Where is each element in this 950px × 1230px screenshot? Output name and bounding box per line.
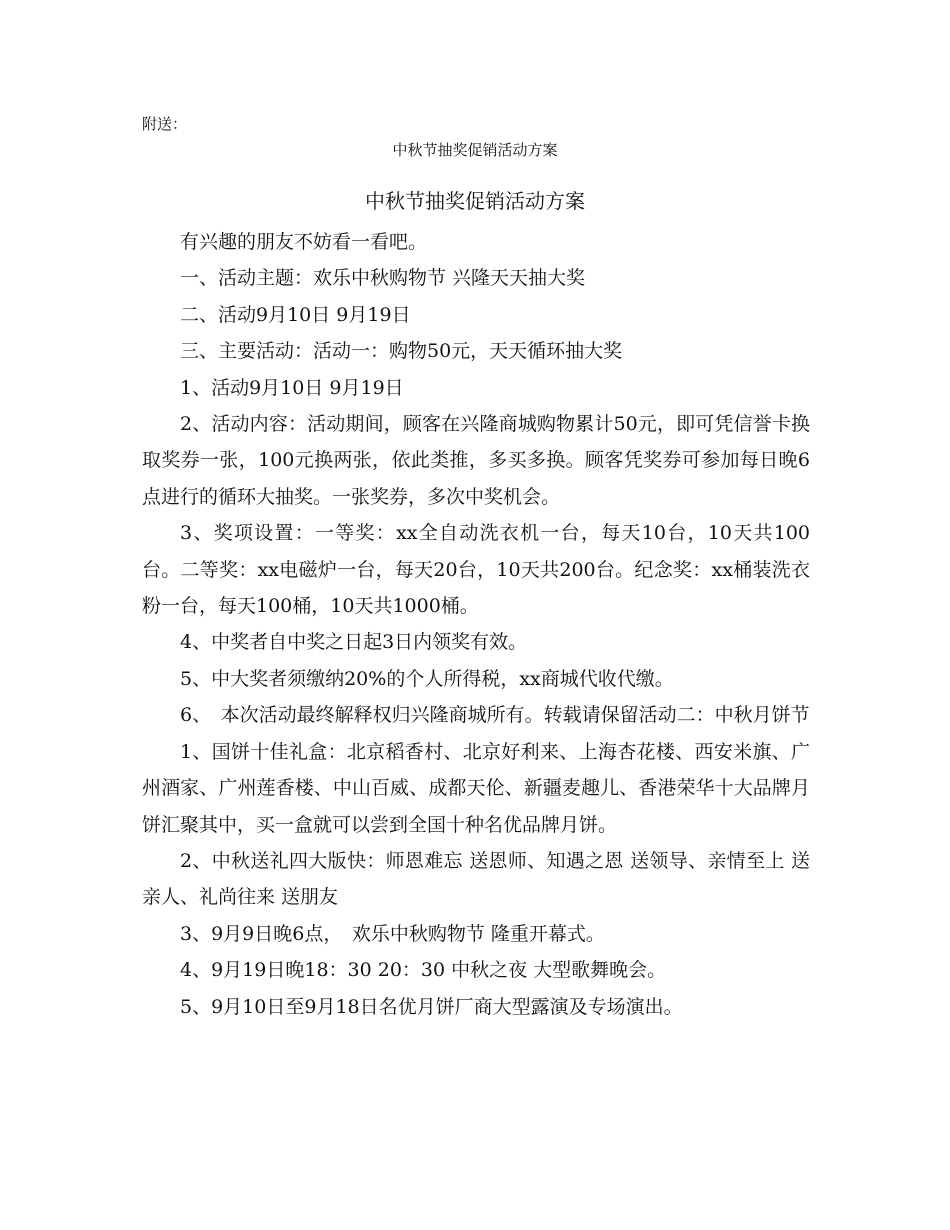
paragraph: 6、 本次活动最终解释权归兴隆商城所有。转载请保留活动二：中秋月饼节	[180, 704, 810, 727]
paragraph: 1、国饼十佳礼盒：北京稻香村、北京好利来、上海杏花楼、西安米旗、广州酒家、广州莲香楼、中山百威、成都天伦、新疆麦趣儿、香港荣华十大品牌月饼汇聚其中，买一盒就可以尝到全国十种名优品牌月饼。	[142, 740, 810, 836]
paragraph: 4、9月19日晚18：30 20：30 中秋之夜 大型歌舞晚会。	[180, 959, 667, 982]
paragraph: 3、9月9日晚6点， 欢乐中秋购物节 隆重开幕式。	[180, 922, 605, 945]
document-body	[142, 224, 810, 1025]
paragraph: 2、中秋送礼四大版快：师恩难忘 送恩师、知遇之恩 送领导、亲情至上 送亲人、礼尚往来 送朋友	[142, 849, 810, 909]
paragraph: 有兴趣的朋友不妨看一看吧。	[180, 231, 428, 253]
paragraph: 4、中奖者自中奖之日起3日内领奖有效。	[180, 631, 528, 654]
attachment-label: 附送：	[142, 115, 188, 133]
paragraph: 三、主要活动：活动一：购物50元，天天循环抽大奖	[180, 340, 623, 363]
main-title: 中秋节抽奖促销活动方案	[365, 189, 585, 213]
paragraph: 1、活动9月10日 9月19日	[180, 376, 404, 399]
paragraph: 3、奖项设置：一等奖：xx全自动洗衣机一台，每天10台，10天共100台。二等奖：xx电磁炉一台，每天20台，10天共200台。纪念奖：xx桶装洗衣粉一台，每天100桶，10天共1000桶。	[142, 522, 810, 618]
paragraph: 5、中大奖者须缴纳20%的个人所得税，xx商城代收代缴。	[180, 667, 674, 690]
paragraph: 5、9月10日至9月18日名优月饼厂商大型露演及专场演出。	[180, 995, 683, 1018]
header-title: 中秋节抽奖促销活动方案	[392, 141, 558, 159]
paragraph: 一、活动主题：欢乐中秋购物节 兴隆天天抽大奖	[180, 267, 586, 290]
paragraph: 2、活动内容：活动期间，顾客在兴隆商城购物累计50元，即可凭信誉卡换取奖券一张，100元换两张，依此类推，多买多换。顾客凭奖券可参加每日晚6点进行的循环大抽奖。一张奖券，多次中奖机会。	[142, 413, 810, 508]
paragraph: 二、活动9月10日 9月19日	[180, 303, 411, 326]
